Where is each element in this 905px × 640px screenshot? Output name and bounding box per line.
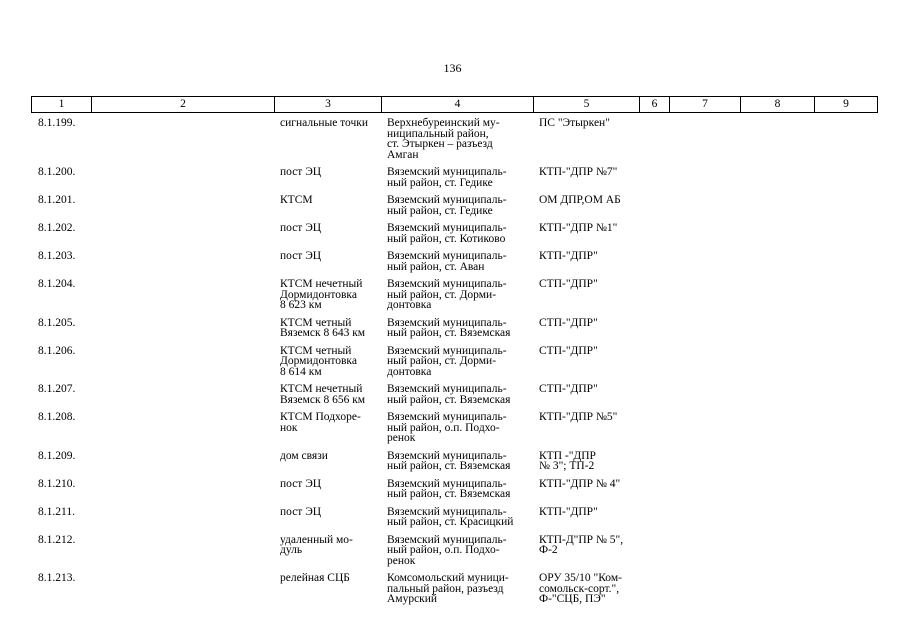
row-empty-col7 [669,535,740,574]
row-empty-col7 [669,279,740,318]
column-header-3: 3 [275,97,382,113]
object-name: КТСМ нечетный Дормидонтовка 8 623 км [280,278,363,311]
object-name: сигнальные точки [280,117,369,129]
row-empty-col8 [740,535,814,574]
row-empty-col2 [91,118,274,167]
row-empty-col9 [814,251,877,279]
object-location: Вяземский муниципаль- ный район, ст. Вяземская [387,383,511,406]
row-empty-col2 [91,451,274,479]
object-name: КТСМ [280,194,313,206]
column-header-row [32,97,878,113]
object-name: дом связи [280,449,328,462]
row-empty-col2 [91,412,274,451]
row-empty-col7 [669,412,740,451]
row-empty-col9 [814,318,877,346]
row-empty-col2 [91,573,274,612]
row-number: 8.1.205. [38,316,76,329]
object-name: КТСМ четный Дормидонтовка 8 614 км [280,344,357,378]
row-empty-col7 [669,573,740,612]
object-name: КТСМ четный Вяземск 8 643 км [280,316,366,339]
row-empty-col2 [91,223,274,251]
power-source: КТП -"ДПР № 3"; ТП-2 [539,449,596,472]
row-empty-col6 [639,251,669,279]
row-empty-col7 [669,384,740,412]
row-empty-col2 [91,251,274,279]
row-empty-col2 [91,479,274,507]
object-name: удаленный мо- дуль [280,533,353,556]
row-empty-col8 [740,346,814,385]
row-number: 8.1.212. [38,533,76,546]
row-empty-col2 [91,384,274,412]
table-row [31,535,877,574]
row-empty-col6 [639,195,669,223]
object-name: пост ЭЦ [280,505,322,518]
row-empty-col9 [814,279,877,318]
table-row [31,279,877,318]
power-source: КТП-"ДПР" [539,250,598,262]
row-number: 8.1.206. [38,344,76,357]
power-source: СТП-"ДПР" [539,316,598,329]
row-number: 8.1.199. [38,117,76,129]
row-empty-col2 [91,535,274,574]
power-source: СТП-"ДПР" [539,383,598,395]
object-location: Вяземский муниципаль- ный район, ст. Вяземская [387,477,511,500]
row-empty-col7 [669,507,740,535]
object-name: пост ЭЦ [280,222,322,234]
row-empty-col6 [639,279,669,318]
object-name: пост ЭЦ [280,250,322,262]
table-row [31,167,877,195]
data-table [31,118,877,612]
row-number: 8.1.204. [38,278,76,290]
row-empty-col8 [740,251,814,279]
row-empty-col8 [740,507,814,535]
power-source: КТП-"ДПР №7" [539,166,618,178]
object-location: Вяземский муниципаль- ный район, ст. Гедике [387,166,507,189]
row-empty-col9 [814,346,877,385]
row-empty-col9 [814,451,877,479]
power-source: КТП-"ДПР № 4" [539,477,621,490]
row-empty-col7 [669,346,740,385]
row-empty-col6 [639,384,669,412]
column-header-1: 1 [32,97,92,113]
row-empty-col2 [91,279,274,318]
row-number: 8.1.207. [38,383,76,395]
object-location: Вяземский муниципаль- ный район, ст. Красицкий [387,505,514,528]
row-number: 8.1.209. [38,449,76,462]
table-row [31,451,877,479]
table-row [31,118,877,167]
page-number: 136 [443,61,462,75]
column-header-table [31,96,878,113]
row-empty-col8 [740,118,814,167]
row-empty-col9 [814,223,877,251]
row-number: 8.1.211. [38,505,75,518]
row-empty-col6 [639,535,669,574]
row-number: 8.1.208. [38,411,76,423]
row-empty-col7 [669,251,740,279]
row-empty-col6 [639,318,669,346]
column-header-4: 4 [382,97,534,113]
object-location: Вяземский муниципаль- ный район, ст. Вяземская [387,449,511,472]
row-empty-col8 [740,412,814,451]
row-empty-col7 [669,479,740,507]
row-empty-col9 [814,573,877,612]
object-name: КТСМ нечетный Вяземск 8 656 км [280,383,366,406]
table-row [31,346,877,385]
power-source: КТП-"ДПР №1" [539,222,618,234]
row-empty-col9 [814,384,877,412]
row-empty-col6 [639,167,669,195]
row-empty-col8 [740,479,814,507]
row-empty-col8 [740,384,814,412]
object-location: Вяземский муниципаль- ный район, ст. Вяземская [387,316,511,339]
row-empty-col2 [91,507,274,535]
power-source: КТП-"ДПР" [539,505,598,518]
table-row [31,573,877,612]
table-row [31,507,877,535]
row-empty-col8 [740,279,814,318]
object-location: Вяземский муниципаль- ный район, ст. Котиково [387,222,507,245]
object-location: Вяземский муниципаль- ный район, о.п. Подхо- ренок [387,411,507,444]
object-location: Вяземский муниципаль- ный район, ст. Гедике [387,194,507,217]
row-number: 8.1.200. [38,166,76,178]
row-empty-col6 [639,118,669,167]
row-empty-col7 [669,318,740,346]
object-name: релейная СЦБ [280,572,350,584]
table-row [31,195,877,223]
row-empty-col7 [669,118,740,167]
row-empty-col2 [91,318,274,346]
object-name: пост ЭЦ [280,477,322,490]
column-header-7: 7 [670,97,741,113]
object-location: Вяземский муниципаль- ный район, ст. Аван [387,250,507,273]
row-empty-col8 [740,318,814,346]
table-row [31,412,877,451]
power-source: СТП-"ДПР" [539,278,598,290]
table-row [31,318,877,346]
column-header-9: 9 [815,97,878,113]
column-header-8: 8 [741,97,815,113]
row-empty-col8 [740,451,814,479]
table-row [31,251,877,279]
row-empty-col9 [814,167,877,195]
row-empty-col7 [669,195,740,223]
row-number: 8.1.202. [38,222,76,234]
column-header-6: 6 [640,97,670,113]
object-location: Вяземский муниципаль- ный район, о.п. Подхо- ренок [387,533,507,567]
table-body [31,118,877,612]
row-empty-col2 [91,346,274,385]
table-row [31,223,877,251]
column-header-2: 2 [92,97,275,113]
object-location: Верхнебуреинский му- ниципальный район, ст. Этыркен – разъезд Амган [387,117,500,161]
power-source: КТП-"ДПР №5" [539,411,618,423]
row-empty-col7 [669,167,740,195]
row-empty-col7 [669,451,740,479]
row-empty-col2 [91,167,274,195]
power-source: СТП-"ДПР" [539,344,598,357]
object-name: пост ЭЦ [280,166,322,178]
row-empty-col6 [639,573,669,612]
row-number: 8.1.201. [38,194,76,206]
power-source: КТП-Д"ПР № 5", Ф-2 [539,533,624,556]
row-empty-col8 [740,167,814,195]
row-empty-col8 [740,573,814,612]
row-empty-col2 [91,195,274,223]
row-empty-col6 [639,223,669,251]
row-empty-col9 [814,479,877,507]
row-empty-col9 [814,535,877,574]
table-row [31,479,877,507]
row-empty-col8 [740,195,814,223]
row-empty-col6 [639,479,669,507]
row-number: 8.1.210. [38,477,76,490]
row-number: 8.1.213. [38,572,76,584]
row-empty-col9 [814,412,877,451]
object-location: Комсомольский муници- пальный район, разъезд Амурский [387,572,509,605]
row-empty-col9 [814,195,877,223]
row-empty-col9 [814,118,877,167]
power-source: ПС "Этыркен" [539,117,610,129]
column-header-5: 5 [534,97,640,113]
object-name: КТСМ Подхоре- нок [280,411,361,434]
row-empty-col6 [639,451,669,479]
row-number: 8.1.203. [38,250,76,262]
object-location: Вяземский муниципаль- ный район, ст. Дорми- донтовка [387,344,507,378]
row-empty-col7 [669,223,740,251]
object-location: Вяземский муниципаль- ный район, ст. Дорми- донтовка [387,278,507,311]
table-row [31,384,877,412]
row-empty-col9 [814,507,877,535]
row-empty-col6 [639,507,669,535]
row-empty-col8 [740,223,814,251]
power-source: ОРУ 35/10 "Ком- сомольск-сорт.", Ф-"СЦБ, ПЭ" [539,572,622,605]
row-empty-col6 [639,346,669,385]
power-source: ОМ ДПР,ОМ АБ [539,194,621,206]
row-empty-col6 [639,412,669,451]
